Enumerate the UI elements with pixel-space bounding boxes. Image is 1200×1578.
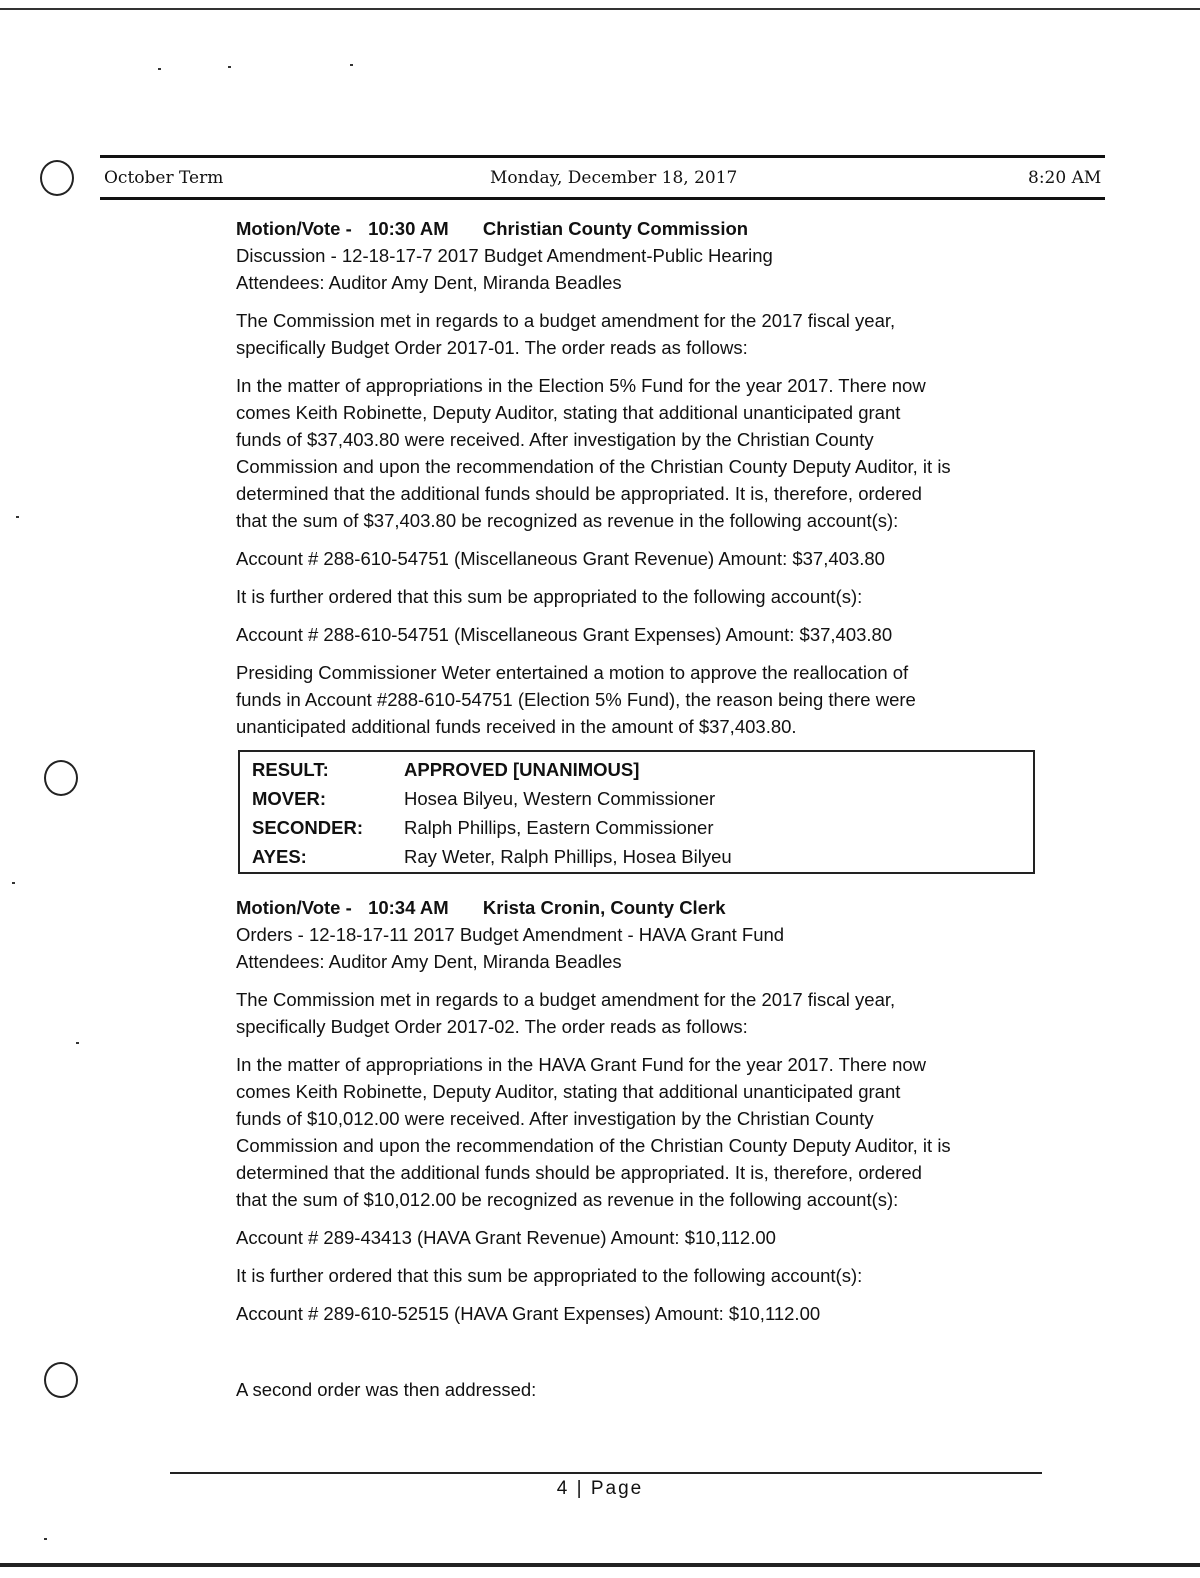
section-1-heading <box>236 215 1036 296</box>
paragraph: In the matter of appropriations in the Election 5% Fund for the year 2017. There now comes Keith Robinette, Deputy Auditor, stating that additional unanticipated grant funds of $37,403.80 were received. After investigation by the Christian County Commission and upon the recommendation of the Christian County Deputy Auditor, it is determined that the additional funds should be appropriated. It is, therefore, ordered that the sum of $37,403.80 be recognized as revenue in the following account(s): <box>236 375 951 531</box>
motion-time: 10:30 AM <box>368 218 449 239</box>
vote-row-seconder: SECONDER: Ralph Phillips, Eastern Commissioner <box>240 813 1033 842</box>
vote-row-result: RESULT: APPROVED [UNANIMOUS] <box>240 755 1033 784</box>
scan-speck <box>44 1538 47 1540</box>
motion-label: Motion/Vote - <box>236 218 352 239</box>
account-line: Account # 289-610-52515 (HAVA Grant Expenses) Amount: $10,112.00 <box>236 1303 821 1324</box>
vote-row-ayes: AYES: Ray Weter, Ralph Phillips, Hosea Bilyeu <box>240 842 1033 871</box>
header-time: 8:20 AM <box>1028 168 1102 188</box>
header-rule-bottom <box>100 197 1105 200</box>
second-order-note: A second order was then addressed: <box>236 1379 537 1400</box>
scan-edge-bottom <box>0 1563 1200 1567</box>
vote-row-mover: MOVER: Hosea Bilyeu, Western Commissioner <box>240 784 1033 813</box>
paragraph: In the matter of appropriations in the HAVA Grant Fund for the year 2017. There now comes Keith Robinette, Deputy Auditor, stating that additional unanticipated grant funds of $10,012.00 were received. After investigation by the Christian County Commission and upon the recommendation of the Christian County Deputy Auditor, it is determined that the additional funds should be appropriated. It is, therefore, ordered that the sum of $10,012.00 be recognized as revenue in the following account(s): <box>236 1054 951 1210</box>
paragraph: Presiding Commissioner Weter entertained a motion to approve the reallocation of funds in Account #288-610-54751 (Election 5% Fund), the reason being there were unanticipated additional funds received in the amount of $37,403.80. <box>236 662 916 737</box>
punch-hole-icon <box>44 1362 78 1398</box>
motion-time: 10:34 AM <box>368 897 449 918</box>
scan-speck <box>228 66 231 68</box>
vote-result-table <box>238 750 1035 874</box>
header-rule-top <box>100 155 1105 158</box>
vote-ayes: Ray Weter, Ralph Phillips, Hosea Bilyeu <box>404 846 732 867</box>
scan-speck <box>16 516 19 518</box>
motion-body: Krista Cronin, County Clerk <box>482 897 726 918</box>
motion-label: Motion/Vote - <box>236 897 352 918</box>
header-term: October Term <box>104 168 224 188</box>
attendees: Attendees: Auditor Amy Dent, Miranda Beadles <box>236 951 622 972</box>
page-number: 4 | Page <box>556 1478 644 1499</box>
header-date: Monday, December 18, 2017 <box>490 168 738 188</box>
account-line: Account # 288-610-54751 (Miscellaneous Grant Expenses) Amount: $37,403.80 <box>236 624 893 645</box>
section-subtitle: Discussion - 12-18-17-7 2017 Budget Amendment-Public Hearing <box>236 245 773 266</box>
punch-hole-icon <box>40 160 74 196</box>
motion-body: Christian County Commission <box>482 218 749 239</box>
scan-speck <box>76 1042 79 1044</box>
vote-seconder: Ralph Phillips, Eastern Commissioner <box>404 817 714 838</box>
punch-hole-icon <box>44 760 78 796</box>
paragraph: The Commission met in regards to a budget amendment for the 2017 fiscal year, specifically Budget Order 2017-02. The order reads as follows: <box>236 989 896 1037</box>
section-2-heading <box>236 894 1036 975</box>
footer-rule <box>170 1472 1042 1474</box>
vote-result: APPROVED [UNANIMOUS] <box>404 759 640 780</box>
further-order: It is further ordered that this sum be appropriated to the following account(s): <box>236 1265 863 1286</box>
scan-speck <box>12 882 15 884</box>
account-line: Account # 288-610-54751 (Miscellaneous Grant Revenue) Amount: $37,403.80 <box>236 548 885 569</box>
scan-speck <box>350 64 353 66</box>
attendees: Attendees: Auditor Amy Dent, Miranda Beadles <box>236 272 622 293</box>
scan-speck <box>158 68 161 70</box>
section-subtitle: Orders - 12-18-17-11 2017 Budget Amendment - HAVA Grant Fund <box>236 924 785 945</box>
further-order: It is further ordered that this sum be appropriated to the following account(s): <box>236 586 863 607</box>
paragraph: The Commission met in regards to a budget amendment for the 2017 fiscal year, specifically Budget Order 2017-01. The order reads as follows: <box>236 310 896 358</box>
vote-mover: Hosea Bilyeu, Western Commissioner <box>404 788 716 809</box>
scan-edge-top <box>0 8 1200 10</box>
account-line: Account # 289-43413 (HAVA Grant Revenue) Amount: $10,112.00 <box>236 1227 776 1248</box>
minutes-body <box>236 215 1036 1414</box>
